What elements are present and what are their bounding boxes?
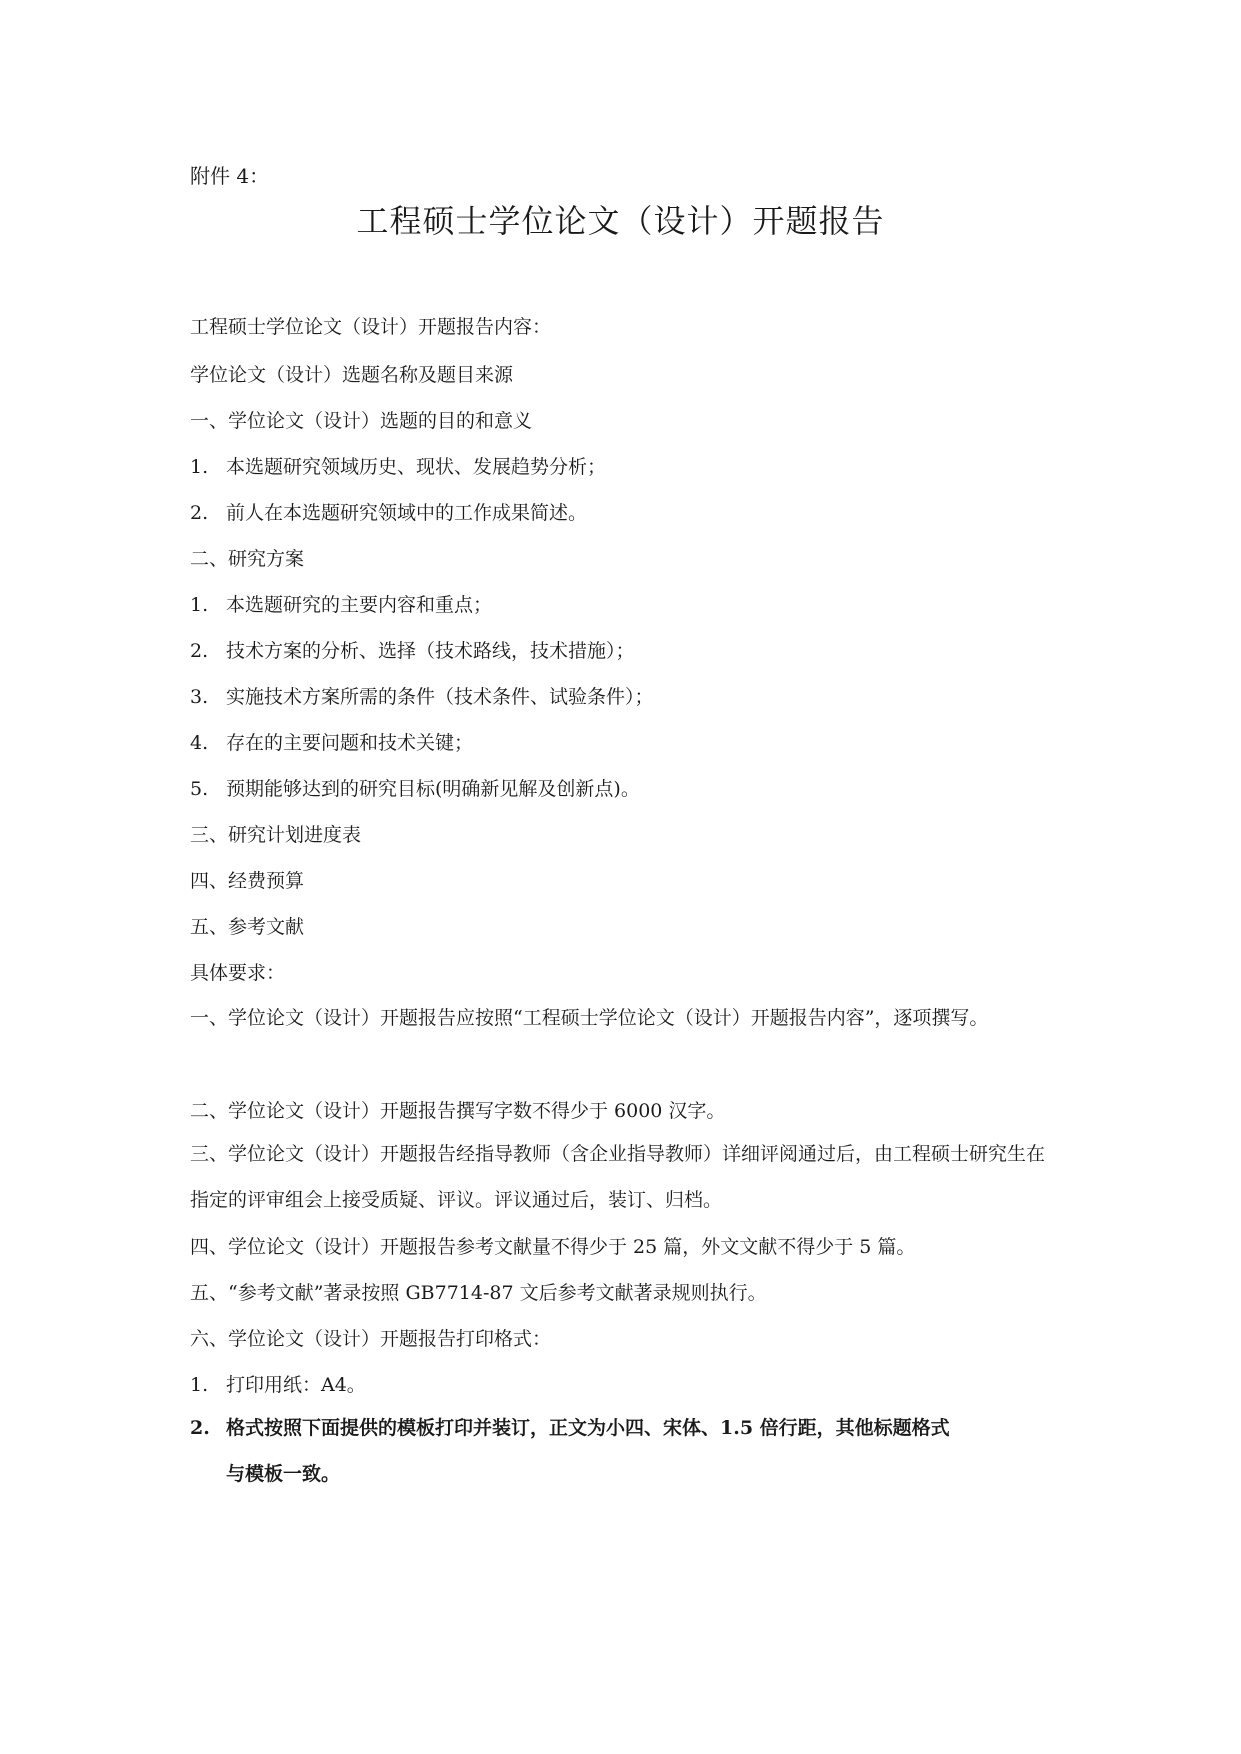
content-item [190, 406, 532, 433]
content-item-text: 本选题研究领域历史、现状、发展趋势分析； [226, 456, 607, 478]
requirement-4: 四、学位论文（设计）开题报告参考文献量不得少于 25 篇，外文文献不得少于 5 篇。 [190, 1236, 916, 1258]
content-item-number: 2. [190, 502, 209, 524]
requirement-1: 一、学位论文（设计）开题报告应按照“工程硕士学位论文（设计）开题报告内容”，逐项撰写。 [190, 1007, 989, 1029]
content-item [190, 498, 587, 525]
content-item-text: 五、参考文献 [190, 916, 305, 938]
page-title: 工程硕士学位论文（设计）开题报告 [356, 202, 885, 240]
content-item-number: 1. [190, 456, 209, 478]
content-item-number: 1. [190, 594, 209, 616]
content-item-text: 技术方案的分析、选择（技术路线，技术措施）； [226, 640, 635, 662]
content-item-number: 3. [190, 686, 209, 708]
content-item [190, 682, 654, 709]
content-item-number: 2. [190, 640, 209, 662]
content-item-number: 5. [190, 778, 209, 800]
requirement-7-text: 打印用纸：A4。 [226, 1374, 366, 1396]
content-item-text: 四、经费预算 [190, 870, 305, 892]
requirements-heading: 具体要求： [190, 962, 286, 984]
requirement-3: 三、学位论文（设计）开题报告经指导教师（含企业指导教师）详细评阅通过后，由工程硕士研究生在指定的评审组会上接受质疑、评议。评议通过后，装订、归档。 [190, 1143, 1046, 1211]
content-item-text: 前人在本选题研究领域中的工作成果简述。 [226, 502, 588, 524]
requirement-2: 二、学位论文（设计）开题报告撰写字数不得少于 6000 汉字。 [190, 1100, 726, 1122]
requirement-8-line2: 与模板一致。 [226, 1463, 341, 1485]
requirement-8-line1: 格式按照下面提供的模板打印并装订，正文为小四、宋体、1.5 倍行距，其他标题格式 [226, 1417, 950, 1439]
content-item [190, 360, 513, 387]
content-item-text: 存在的主要问题和技术关键； [226, 732, 474, 754]
content-item-text: 一、学位论文（设计）选题的目的和意义 [190, 410, 533, 432]
content-item [190, 912, 304, 939]
content-item [190, 866, 304, 893]
content-item [190, 590, 492, 617]
requirement-8-number: 2. [190, 1417, 210, 1439]
content-item-number: 4. [190, 732, 209, 754]
requirement-8 [190, 1405, 1070, 1497]
requirement-7 [190, 1370, 366, 1397]
attachment-label: 附件 4： [190, 164, 270, 188]
requirement-6: 六、学位论文（设计）开题报告打印格式： [190, 1328, 552, 1350]
content-item-text: 实施技术方案所需的条件（技术条件、试验条件）； [226, 686, 654, 708]
requirement-5: 五、“参考文献”著录按照 GB7714-87 文后参考文献著录规则执行。 [190, 1282, 767, 1304]
content-item-text: 三、研究计划进度表 [190, 824, 362, 846]
content-item [190, 774, 640, 801]
content-heading: 工程硕士学位论文（设计）开题报告内容： [190, 316, 552, 338]
content-item [190, 452, 606, 479]
content-item-text: 二、研究方案 [190, 548, 305, 570]
content-item-text: 学位论文（设计）选题名称及题目来源 [190, 364, 514, 386]
content-item [190, 728, 473, 755]
content-item [190, 636, 635, 663]
content-item-text: 预期能够达到的研究目标(明确新见解及创新点)。 [226, 778, 640, 800]
content-item [190, 820, 361, 847]
content-item-text: 本选题研究的主要内容和重点； [226, 594, 493, 616]
requirement-7-number: 1. [190, 1374, 209, 1396]
content-item [190, 544, 304, 571]
